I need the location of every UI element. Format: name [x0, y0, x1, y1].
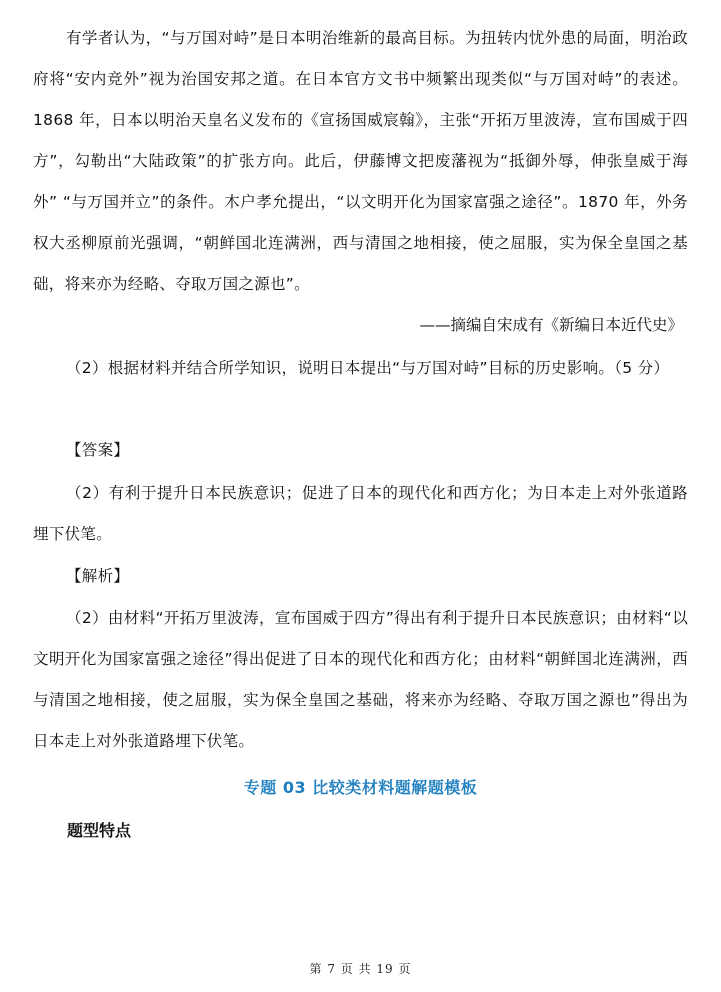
answer-label: 【答案】 — [66, 441, 130, 459]
section-title: 专题 03 比较类材料题解题模板 — [243, 778, 478, 797]
material-source: ——摘编自宋成有《新编日本近代史》 — [419, 316, 683, 334]
answer-text: （2）有利于提升日本民族意识；促进了日本的现代化和西方化；为日本走上对外张道路埋下伏笔。 — [33, 484, 688, 543]
analysis-label: 【解析】 — [66, 567, 130, 585]
section-subhead: 题型特点 — [67, 821, 132, 840]
analysis-text: （2）由材料“开拓万里波涛，宣布国威于四方”得出有利于提升日本民族意识；由材料“以文明开化为国家富强之途径”得出促进了日本的现代化和西方化；由材料“朝鲜国北连满洲，西与清国之地相接，使之屈服，实为保全皇国之基础，将来亦为经略、夺取万国之源也”得出为日本走上对外张道路埋下伏笔。 — [33, 609, 688, 750]
page-footer: 第 7 页 共 19 页 — [309, 962, 412, 976]
question-text: （2）根据材料并结合所学知识，说明日本提出“与万国对峙”目标的历史影响。（5 分） — [66, 359, 670, 377]
material-paragraph: 有学者认为，“与万国对峙”是日本明治维新的最高目标。为扭转内忧外患的局面，明治政府将“安内竞外”视为治国安邦之道。在日本官方文书中频繁出现类似“与万国对峙”的表述。1868 年，日本以明治天皇名义发布的《宣扬国威宸翰》，主张“开拓万里波涛，宣布国威于四方”，勾勒出“大陆政策”的扩张方向。此后，伊藤博文把废藩视为“抵御外辱，伸张皇威于海外” “与万国并立”的条件。木户孝允提出，“以文明开化为国家富强之途径”。1870 年，外务权大丞柳原前光强调，“朝鲜国北连满洲，西与清国之地相接，使之屈服，实为保全皇国之基础，将来亦为经略、夺取万国之源也”。 — [33, 29, 688, 293]
